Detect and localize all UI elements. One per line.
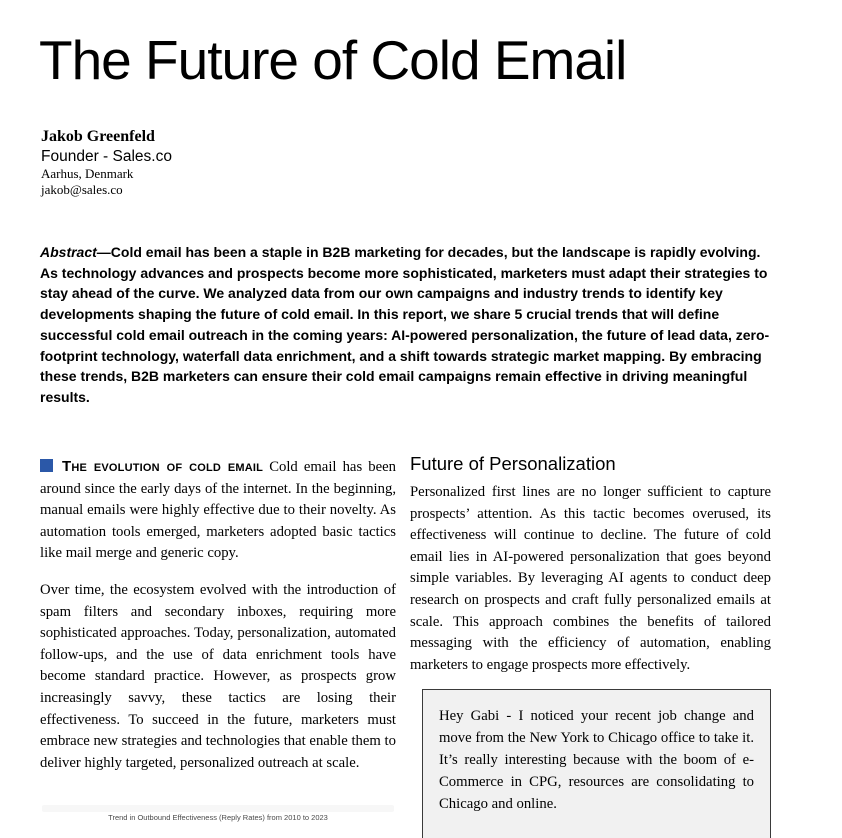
abstract xyxy=(40,242,777,408)
section-paragraph xyxy=(40,456,396,565)
abstract-label: Abstract xyxy=(40,244,97,260)
author-role: Founder - Sales.co xyxy=(41,148,172,165)
left-column xyxy=(40,456,396,822)
body-text: Cold email has been around since the early days of the internet. In the beginning, manual emails were highly effective due to their novelty. As automation tools emerged, marketers adopted basic tactics like mail merge and generic copy. xyxy=(40,459,396,562)
author-name: Jakob Greenfeld xyxy=(41,128,155,145)
right-column xyxy=(410,453,771,838)
author-email: jakob@sales.co xyxy=(41,182,123,197)
author-location: Aarhus, Denmark xyxy=(41,166,134,181)
example-email-box xyxy=(422,689,771,838)
section-marker-icon xyxy=(40,459,53,472)
subsection-heading: Future of Personalization xyxy=(410,453,616,474)
body-paragraph: Personalized first lines are no longer sufficient to capture prospects’ attention. As this tactic becomes overused, its effectiveness will continue to decline. The future of cold email lies in AI-powered personalization that goes beyond simple variables. By leveraging AI agents to conduct deep research on prospects and craft fully personalized emails at scale. This approach combines the benefits of tailored messaging with the efficiency of automation, enabling marketers to engage prospects more effectively. xyxy=(410,484,771,673)
figure-title: Trend in Outbound Effectiveness (Reply Rates) from 2010 to 2023 xyxy=(108,813,328,823)
figure-preview xyxy=(42,805,394,822)
paper-title: The Future of Cold Email xyxy=(39,29,627,91)
body-paragraph: Over time, the ecosystem evolved with the introduction of spam filters and secondary inboxes, requiring more sophisticated approaches. Today, personalization, automated follow-ups, and the use of data enrichment tools have become standard practice. However, as prospects grow increasingly savvy, these tactics are losing their effectiveness. To succeed in the future, marketers must embrace new strategies and technologies that enable them to deliver highly targeted, personalized outreach at scale. xyxy=(40,581,396,771)
figure-chart-area xyxy=(42,805,394,812)
author-block xyxy=(41,127,172,198)
example-email-text: Hey Gabi - I noticed your recent job change and move from the New York to Chicago office to take it. It’s really interesting because with the boom of e-Commerce in CPG, resources are consolidating to Chicago and online. xyxy=(439,708,754,812)
abstract-text: —Cold email has been a staple in B2B marketing for decades, but the landscape is rapidly evolving. As technology advances and prospects become more sophisticated, marketers must adapt their strategies to stay ahead of the curve. We analyzed data from our own campaigns and industry trends to identify key developments shaping the future of cold email. In this report, we share 5 crucial trends that will define successful cold email outreach in the coming years: AI-powered personalization, the future of lead data, zero-footprint technology, waterfall data enrichment, and a shift towards strategic market mapping. By embracing these trends, B2B marketers can ensure their cold email campaigns remain effective in driving meaningful results. xyxy=(40,244,770,405)
section-heading: The evolution of cold email xyxy=(62,458,264,475)
